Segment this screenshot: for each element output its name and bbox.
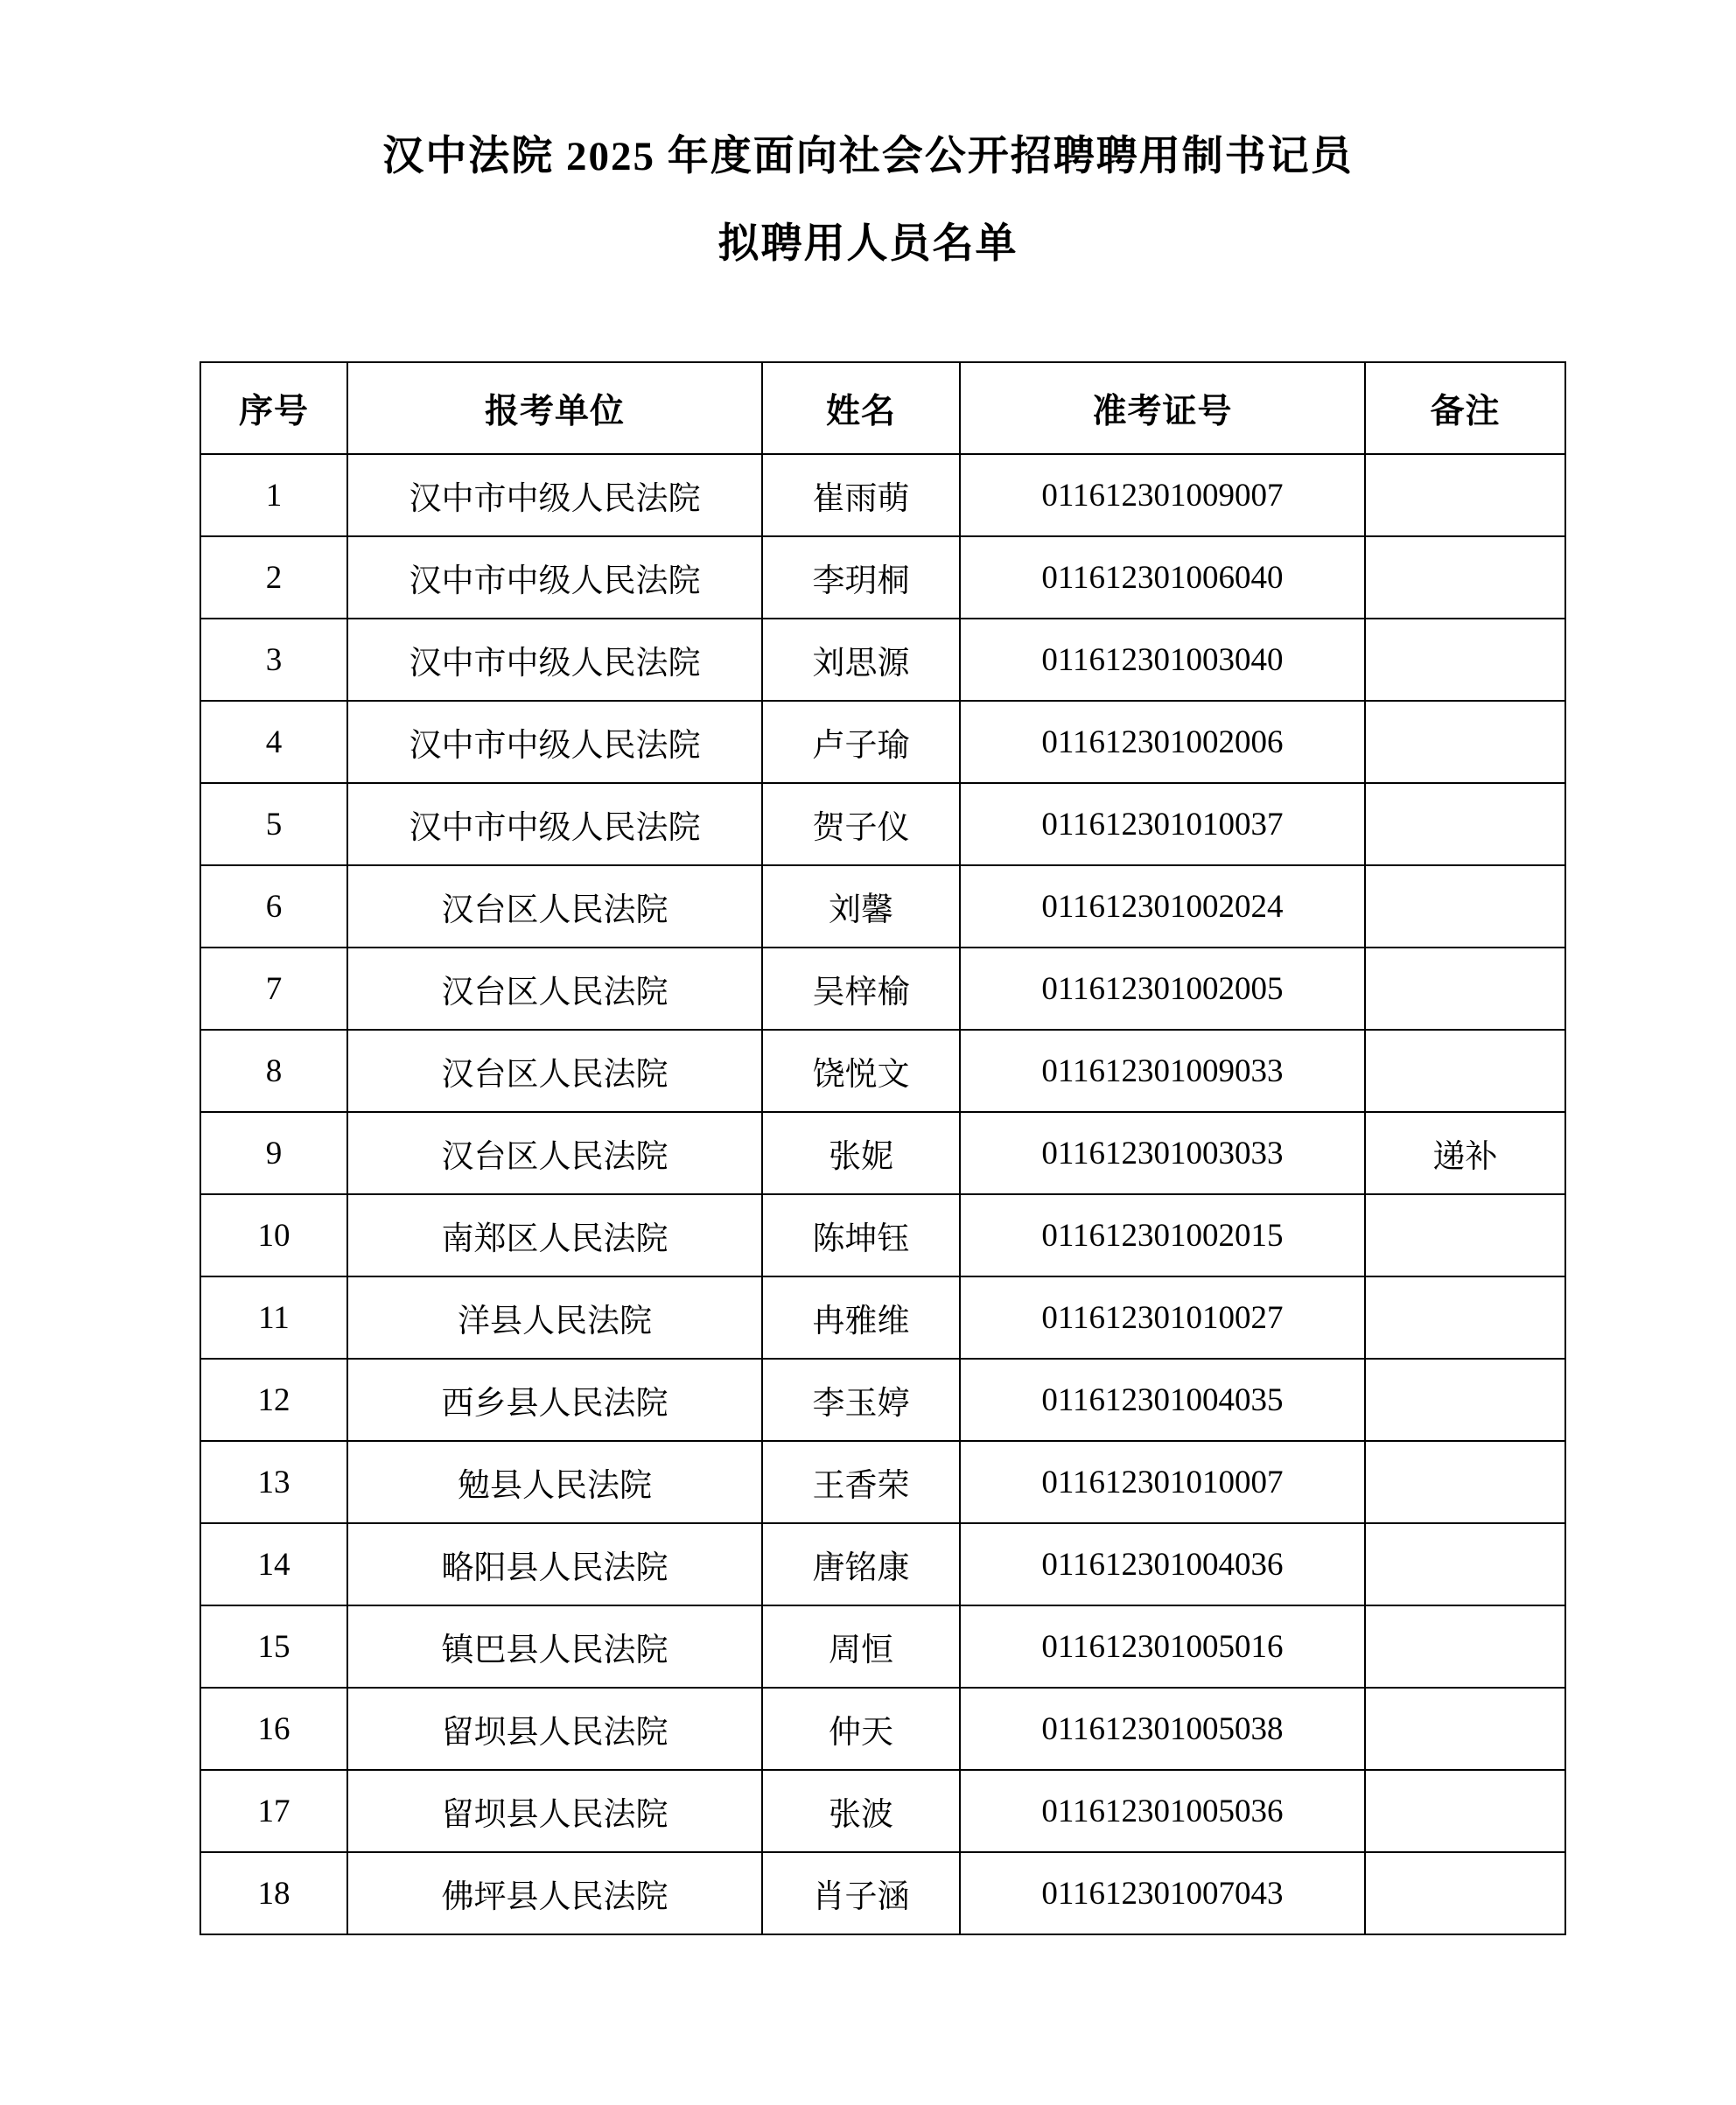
cell-ticket-number: 011612301010037 [960, 783, 1365, 865]
cell-serial-number: 13 [200, 1441, 347, 1523]
cell-applied-unit: 汉台区人民法院 [347, 1112, 762, 1194]
cell-applied-unit: 佛坪县人民法院 [347, 1852, 762, 1934]
table-row [200, 865, 1565, 948]
cell-applied-unit: 汉中市中级人民法院 [347, 783, 762, 865]
document-title-block [0, 0, 1736, 269]
cell-remark [1365, 701, 1565, 783]
cell-ticket-number: 011612301002005 [960, 948, 1365, 1030]
cell-name: 唐铭康 [762, 1523, 960, 1605]
cell-serial-number: 1 [200, 454, 347, 536]
table-row [200, 1194, 1565, 1276]
cell-applied-unit: 汉台区人民法院 [347, 948, 762, 1030]
cell-applied-unit: 汉台区人民法院 [347, 865, 762, 948]
cell-ticket-number: 011612301005036 [960, 1770, 1365, 1852]
cell-name: 陈坤钰 [762, 1194, 960, 1276]
cell-serial-number: 18 [200, 1852, 347, 1934]
cell-applied-unit: 汉中市中级人民法院 [347, 619, 762, 701]
cell-name: 刘思源 [762, 619, 960, 701]
cell-remark [1365, 1030, 1565, 1112]
cell-applied-unit: 留坝县人民法院 [347, 1770, 762, 1852]
cell-name: 贺子仪 [762, 783, 960, 865]
cell-ticket-number: 011612301005038 [960, 1688, 1365, 1770]
cell-remark [1365, 1441, 1565, 1523]
cell-ticket-number: 011612301009007 [960, 454, 1365, 536]
cell-ticket-number: 011612301006040 [960, 536, 1365, 619]
cell-name: 仲天 [762, 1688, 960, 1770]
cell-remark [1365, 619, 1565, 701]
cell-remark: 递补 [1365, 1112, 1565, 1194]
table-row [200, 948, 1565, 1030]
cell-remark [1365, 783, 1565, 865]
table-row [200, 1688, 1565, 1770]
cell-applied-unit: 洋县人民法院 [347, 1276, 762, 1359]
table-row [200, 701, 1565, 783]
cell-serial-number: 9 [200, 1112, 347, 1194]
cell-name: 王香荣 [762, 1441, 960, 1523]
cell-serial-number: 8 [200, 1030, 347, 1112]
cell-remark [1365, 1770, 1565, 1852]
cell-remark [1365, 536, 1565, 619]
table-header-row [200, 362, 1565, 454]
cell-ticket-number: 011612301003033 [960, 1112, 1365, 1194]
cell-ticket-number: 011612301002006 [960, 701, 1365, 783]
cell-ticket-number: 011612301009033 [960, 1030, 1365, 1112]
cell-applied-unit: 留坝县人民法院 [347, 1688, 762, 1770]
table-row [200, 1441, 1565, 1523]
header-applied-unit: 报考单位 [347, 362, 762, 454]
header-ticket-number: 准考证号 [960, 362, 1365, 454]
cell-name: 崔雨萌 [762, 454, 960, 536]
document-title-line2: 拟聘用人员名单 [718, 221, 1018, 267]
cell-serial-number: 3 [200, 619, 347, 701]
cell-remark [1365, 1852, 1565, 1934]
cell-serial-number: 14 [200, 1523, 347, 1605]
cell-ticket-number: 011612301004036 [960, 1523, 1365, 1605]
cell-name: 李玥桐 [762, 536, 960, 619]
cell-name: 李玉婷 [762, 1359, 960, 1441]
table-row [200, 1112, 1565, 1194]
cell-serial-number: 4 [200, 701, 347, 783]
cell-serial-number: 16 [200, 1688, 347, 1770]
cell-ticket-number: 011612301010027 [960, 1276, 1365, 1359]
cell-ticket-number: 011612301004035 [960, 1359, 1365, 1441]
table-row [200, 536, 1565, 619]
table-row [200, 1359, 1565, 1441]
cell-ticket-number: 011612301003040 [960, 619, 1365, 701]
hire-roster-table [200, 361, 1566, 1935]
cell-name: 饶悦文 [762, 1030, 960, 1112]
cell-remark [1365, 1523, 1565, 1605]
table-row [200, 1523, 1565, 1605]
cell-serial-number: 10 [200, 1194, 347, 1276]
document-title-line1: 汉中法院 2025 年度面向社会公开招聘聘用制书记员 [382, 134, 1354, 179]
header-serial-number: 序号 [200, 362, 347, 454]
cell-name: 肖子涵 [762, 1852, 960, 1934]
cell-serial-number: 6 [200, 865, 347, 948]
cell-serial-number: 2 [200, 536, 347, 619]
cell-ticket-number: 011612301002015 [960, 1194, 1365, 1276]
cell-serial-number: 11 [200, 1276, 347, 1359]
cell-ticket-number: 011612301005016 [960, 1605, 1365, 1688]
table-row [200, 454, 1565, 536]
cell-ticket-number: 011612301002024 [960, 865, 1365, 948]
cell-applied-unit: 西乡县人民法院 [347, 1359, 762, 1441]
cell-serial-number: 15 [200, 1605, 347, 1688]
cell-applied-unit: 汉台区人民法院 [347, 1030, 762, 1112]
cell-ticket-number: 011612301010007 [960, 1441, 1365, 1523]
cell-remark [1365, 1276, 1565, 1359]
cell-serial-number: 5 [200, 783, 347, 865]
cell-applied-unit: 略阳县人民法院 [347, 1523, 762, 1605]
cell-name: 吴梓榆 [762, 948, 960, 1030]
header-remark: 备注 [1365, 362, 1565, 454]
cell-name: 张波 [762, 1770, 960, 1852]
cell-name: 刘馨 [762, 865, 960, 948]
cell-remark [1365, 948, 1565, 1030]
table-row [200, 1605, 1565, 1688]
cell-applied-unit: 南郑区人民法院 [347, 1194, 762, 1276]
cell-remark [1365, 1605, 1565, 1688]
cell-serial-number: 12 [200, 1359, 347, 1441]
cell-applied-unit: 汉中市中级人民法院 [347, 701, 762, 783]
table-row [200, 1276, 1565, 1359]
cell-ticket-number: 011612301007043 [960, 1852, 1365, 1934]
cell-name: 冉雅维 [762, 1276, 960, 1359]
cell-remark [1365, 454, 1565, 536]
cell-serial-number: 7 [200, 948, 347, 1030]
table-row [200, 1852, 1565, 1934]
table-row [200, 619, 1565, 701]
cell-name: 周恒 [762, 1605, 960, 1688]
table-row [200, 1770, 1565, 1852]
cell-applied-unit: 镇巴县人民法院 [347, 1605, 762, 1688]
cell-name: 卢子瑜 [762, 701, 960, 783]
cell-remark [1365, 1359, 1565, 1441]
cell-applied-unit: 勉县人民法院 [347, 1441, 762, 1523]
cell-serial-number: 17 [200, 1770, 347, 1852]
cell-applied-unit: 汉中市中级人民法院 [347, 536, 762, 619]
cell-name: 张妮 [762, 1112, 960, 1194]
cell-remark [1365, 1688, 1565, 1770]
header-name: 姓名 [762, 362, 960, 454]
cell-remark [1365, 865, 1565, 948]
table-row [200, 783, 1565, 865]
cell-applied-unit: 汉中市中级人民法院 [347, 454, 762, 536]
table-row [200, 1030, 1565, 1112]
cell-remark [1365, 1194, 1565, 1276]
